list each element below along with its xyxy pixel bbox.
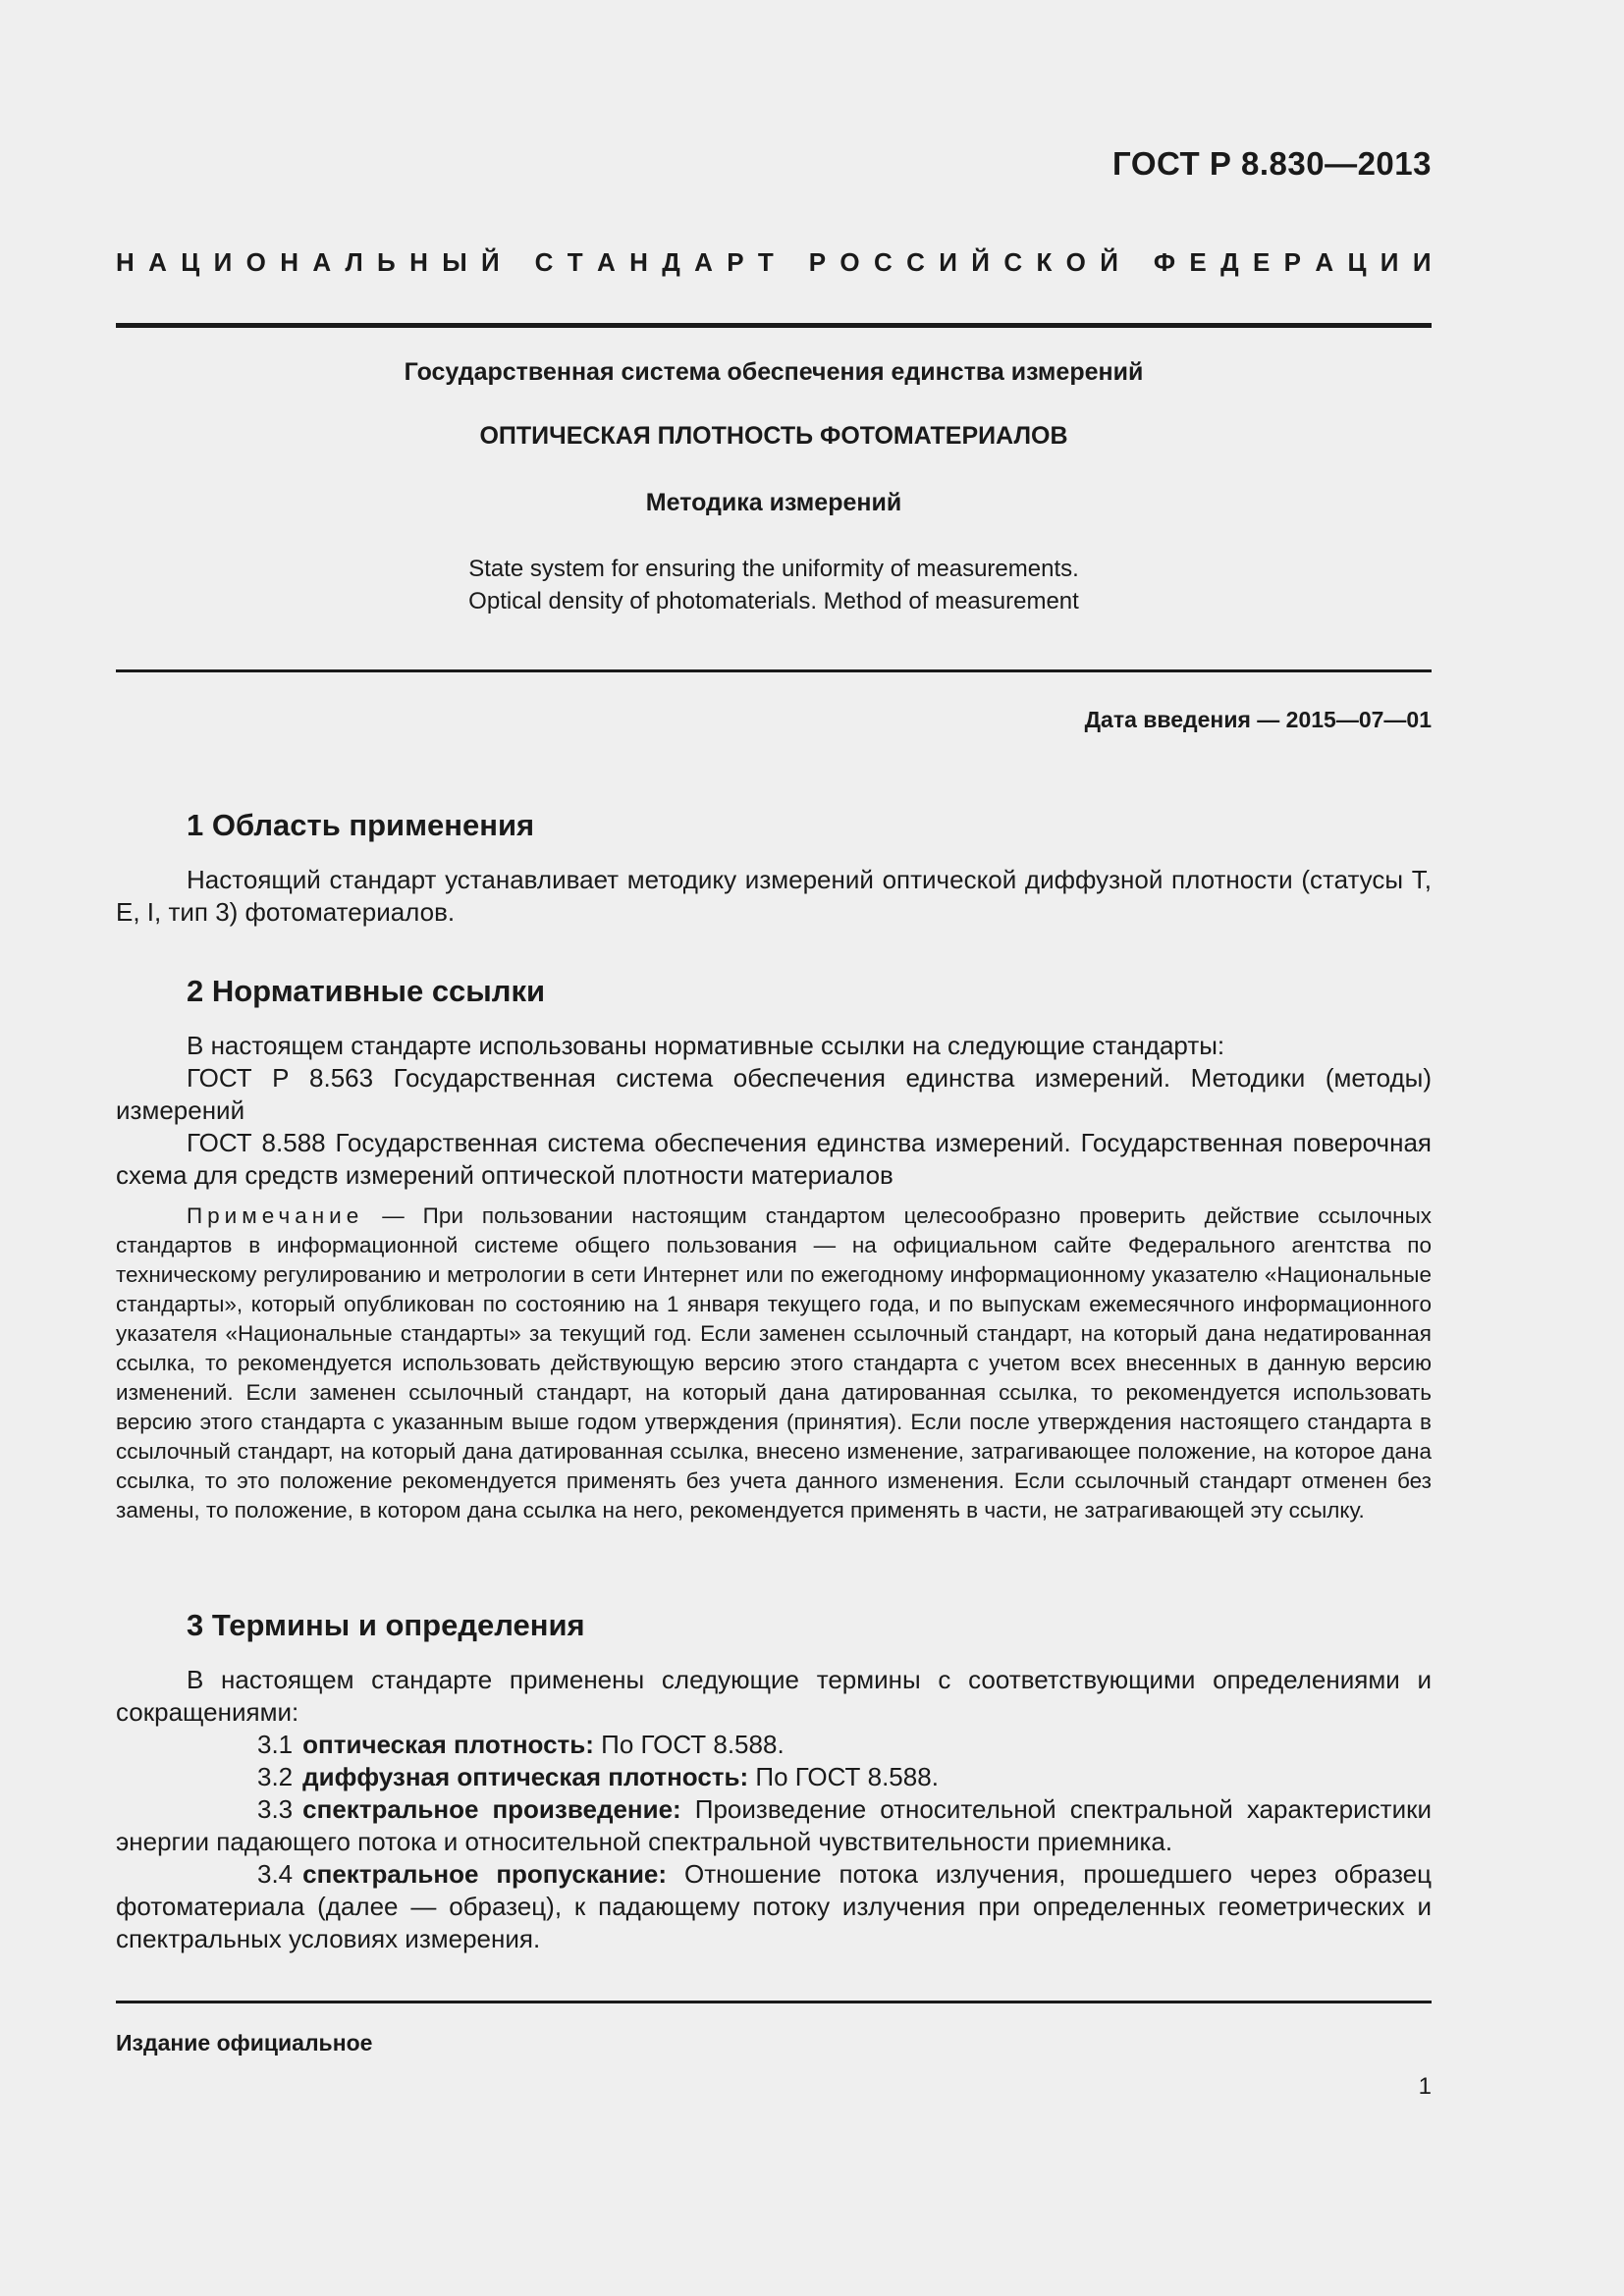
section-1 bbox=[116, 808, 1432, 929]
national-title-letter: Ц bbox=[181, 247, 200, 277]
national-title-letter: Н bbox=[409, 247, 428, 277]
national-title-letter: Д bbox=[1220, 247, 1239, 277]
national-title-letter: Й bbox=[971, 247, 990, 277]
national-title-letter bbox=[1132, 247, 1139, 278]
main-title: ОПТИЧЕСКАЯ ПЛОТНОСТЬ ФОТОМАТЕРИАЛОВ bbox=[479, 422, 1068, 450]
national-title-letter: С bbox=[906, 247, 925, 277]
national-title-letter: С bbox=[874, 247, 893, 277]
term-number: 3.2 bbox=[257, 1762, 294, 1791]
term-name: спектральное произведение: bbox=[302, 1794, 681, 1824]
national-title-letter: И bbox=[939, 247, 957, 277]
national-title-letter: Ц bbox=[1347, 247, 1367, 277]
national-title-letter: А bbox=[694, 247, 713, 277]
national-title-letter: Н bbox=[280, 247, 298, 277]
section-1-heading: 1 Область применения bbox=[187, 808, 535, 842]
national-title-letter: К bbox=[1036, 247, 1053, 277]
section-2-paragraph-1: В настоящем стандарте использованы нормативные ссылки на следующие стандарты: bbox=[187, 1031, 1225, 1060]
term-name: диффузная оптическая плотность: bbox=[302, 1762, 749, 1791]
term-definition: По ГОСТ 8.588. bbox=[748, 1762, 939, 1791]
national-title-letter: О bbox=[1065, 247, 1086, 277]
section-3 bbox=[116, 1608, 1432, 1955]
national-title-letter: Ь bbox=[377, 247, 396, 277]
national-title-letter: Т bbox=[567, 247, 583, 277]
english-title-line-2: Optical density of photomaterials. Method of measurement bbox=[468, 588, 1079, 614]
national-title-letter: Й bbox=[1100, 247, 1118, 277]
section-3-heading: 3 Термины и определения bbox=[187, 1608, 585, 1642]
title-bottom-rule bbox=[116, 669, 1432, 672]
term-definition: Произведение относительной спектральной характеристики энергии падающего потока и относительной спектральной чувствительности приемника. bbox=[116, 1794, 1432, 1856]
term-3-2 bbox=[116, 1761, 1432, 1793]
national-title-letter: О bbox=[245, 247, 266, 277]
national-title-letter: О bbox=[839, 247, 860, 277]
national-title-letter: А bbox=[596, 247, 616, 277]
section-2-heading: 2 Нормативные ссылки bbox=[187, 974, 546, 1008]
national-title-letter: Н bbox=[629, 247, 648, 277]
national-title-letter: Л bbox=[345, 247, 363, 277]
section-3-paragraph: В настоящем стандарте применены следующие термины с соответствующими определениями и сокращениями: bbox=[116, 1665, 1432, 1727]
national-title-letter: Ы bbox=[442, 247, 467, 277]
national-title-letter: Т bbox=[757, 247, 774, 277]
top-rule bbox=[116, 323, 1432, 328]
national-title-letter: И bbox=[1380, 247, 1399, 277]
term-definition: По ГОСТ 8.588. bbox=[593, 1730, 785, 1759]
subtitle: Методика измерений bbox=[645, 489, 902, 516]
section-2-paragraph-3: ГОСТ 8.588 Государственная система обеспечения единства измерений. Государственная поверочная схема для средств измерений оптической плотности материалов bbox=[116, 1128, 1432, 1190]
national-title-letter: Р bbox=[1283, 247, 1301, 277]
english-title bbox=[116, 553, 1432, 617]
national-standard-title bbox=[116, 247, 1432, 278]
national-title-letter: Е bbox=[1252, 247, 1271, 277]
series-title: Государственная система обеспечения единства измерений bbox=[404, 358, 1144, 386]
national-title-letter: С bbox=[1003, 247, 1023, 277]
term-3-4 bbox=[116, 1858, 1432, 1955]
document-number: ГОСТ Р 8.830—2013 bbox=[1112, 145, 1432, 182]
national-title-letter: Р bbox=[727, 247, 744, 277]
national-title-letter: Д bbox=[662, 247, 680, 277]
english-title-line-1: State system for ensuring the uniformity of measurements. bbox=[468, 556, 1079, 582]
document-page bbox=[116, 0, 1432, 2296]
term-name: оптическая плотность: bbox=[302, 1730, 594, 1759]
national-title-letter: А bbox=[148, 247, 167, 277]
note-label: Примечание bbox=[187, 1203, 364, 1228]
section-1-paragraph: Настоящий стандарт устанавливает методику измерений оптической диффузной плотности (статусы Т, Е, I, тип 3) фотоматериалов. bbox=[116, 865, 1432, 927]
section-2 bbox=[116, 974, 1432, 1525]
term-number: 3.4 bbox=[257, 1859, 294, 1889]
section-2-note bbox=[116, 1201, 1432, 1525]
national-title-letter: А bbox=[312, 247, 332, 277]
national-title-letter: Й bbox=[481, 247, 500, 277]
term-definition: Отношение потока излучения, прошедшего через образец фотоматериала (далее — образец), к падающему потоку излучения при определенных геометрических и спектральных условиях измерения. bbox=[116, 1859, 1432, 1953]
footer-rule bbox=[116, 2001, 1432, 2003]
note-text: — При пользовании настоящим стандартом целесообразно проверить действие ссылочных стандартов в информационной системе общего пользования — на официальном сайте Федерального агентства по техническому регулированию и метрологии в сети Интернет или по ежегодному информационному указателю «Национальные стандарты», который опубликован по состоянию на 1 января текущего года, и по выпускам ежемесячного информационного указателя «Национальные стандарты» за текущий год. Если заменен ссылочный стандарт, на который дана недатированная ссылка, то рекомендуется использовать действующую версию этого стандарта с учетом всех внесенных в данную версию изменений. Если заменен ссылочный стандарт, на который дана датированная ссылка, то рекомендуется использовать версию этого стандарта с указанным выше годом утверждения (принятия). Если после утверждения настоящего стандарта в ссылочный стандарт, на который дана датированная ссылка, внесено изменение, затрагивающее положение, на которое дана ссылка, то это положение рекомендуется применять без учета данного изменения. Если ссылочный стандарт отменен без замены, то положение, в котором дана ссылка на него, рекомендуется применять в части, не затрагивающей эту ссылку. bbox=[116, 1203, 1432, 1522]
national-title-letter bbox=[787, 247, 794, 278]
national-title-letter: А bbox=[1315, 247, 1334, 277]
national-title-letter: И bbox=[213, 247, 233, 277]
national-title-letter: Р bbox=[808, 247, 827, 277]
national-title-letter: Н bbox=[116, 247, 135, 277]
introduction-date: Дата введения — 2015—07—01 bbox=[1084, 707, 1432, 732]
official-edition-label: Издание официальное bbox=[116, 2030, 373, 2056]
term-name: спектральное пропускание: bbox=[302, 1859, 668, 1889]
national-title-letter: С bbox=[534, 247, 554, 277]
national-title-letter: Ф bbox=[1153, 247, 1176, 277]
national-title-letter: И bbox=[1412, 247, 1432, 277]
term-number: 3.3 bbox=[257, 1794, 294, 1824]
national-title-letter bbox=[514, 247, 520, 278]
term-3-1 bbox=[116, 1729, 1432, 1761]
term-number: 3.1 bbox=[257, 1730, 294, 1759]
section-2-paragraph-2: ГОСТ Р 8.563 Государственная система обеспечения единства измерений. Методики (методы) измерений bbox=[116, 1063, 1432, 1125]
page-number: 1 bbox=[1418, 2073, 1432, 2100]
national-title-letter: Е bbox=[1189, 247, 1207, 277]
term-3-3 bbox=[116, 1793, 1432, 1858]
